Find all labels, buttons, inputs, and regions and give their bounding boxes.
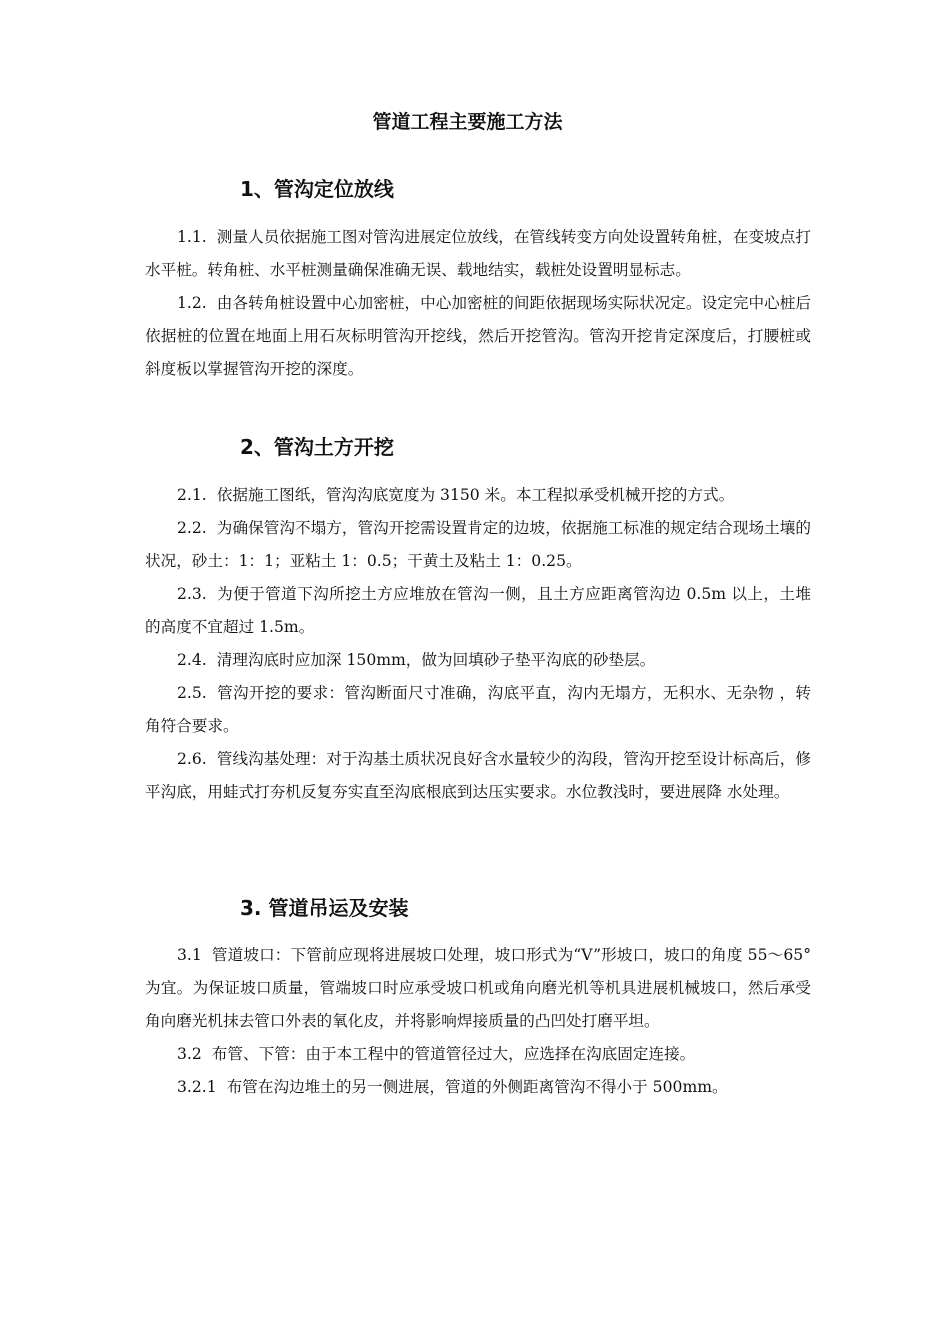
paragraph <box>145 479 811 512</box>
paragraph-text: 清理沟底时应加深 150mm，做为回填砂子垫平沟底的砂垫层。 <box>216 651 656 669</box>
paragraph-text: 由各转角桩设置中心加密桩，中心加密桩的间距依据现场实际状况定。设定完中心桩后依据桩的位置在地面上用石灰标明管沟开挖线，然后开挖管沟。管沟开挖肯定深度后，打腰桩或斜度板以掌握管沟开挖的深度。 <box>145 294 811 378</box>
paragraph-number: 2.6. <box>177 750 207 768</box>
paragraph-number: 3.2.1 <box>177 1078 217 1096</box>
paragraph <box>145 221 811 287</box>
document-title: 管道工程主要施工方法 <box>372 111 563 133</box>
paragraph <box>145 743 811 809</box>
paragraph <box>145 578 811 644</box>
paragraph-number: 2.4. <box>177 651 207 669</box>
paragraph-text: 布管、下管：由于本工程中的管道管径过大，应选择在沟底固定连接。 <box>211 1045 696 1063</box>
paragraph-number: 3.2 <box>177 1045 202 1063</box>
paragraph-text: 为便于管道下沟所挖土方应堆放在管沟一侧，且土方应距离管沟边 0.5m 以上，土堆的高度不宜超过 1.5m。 <box>145 585 811 636</box>
section-heading-2: 2、管沟土方开挖 <box>240 435 394 459</box>
paragraph-number: 2.1. <box>177 486 207 504</box>
section-1-body <box>145 221 811 386</box>
paragraph-text: 依据施工图纸，管沟沟底宽度为 3150 米。本工程拟承受机械开挖的方式。 <box>216 486 735 504</box>
paragraph-text: 测量人员依据施工图对管沟进展定位放线，在管线转变方向处设置转角桩，在变坡点打水平桩。转角桩、水平桩测量确保准确无误、载地结实，载桩处设置明显标志。 <box>145 228 811 279</box>
paragraph <box>145 512 811 578</box>
paragraph-number: 3.1 <box>177 946 202 964</box>
paragraph <box>145 644 811 677</box>
paragraph <box>145 677 811 743</box>
paragraph-text: 管沟开挖的要求：管沟断面尺寸准确，沟底平直，沟内无塌方，无积水、无杂物 ，转角符合要求。 <box>145 684 811 735</box>
section-2-body <box>145 479 811 809</box>
paragraph <box>145 287 811 386</box>
paragraph-number: 1.1. <box>177 228 207 246</box>
paragraph <box>145 939 811 1038</box>
paragraph-number: 1.2. <box>177 294 207 312</box>
paragraph-text: 为确保管沟不塌方，管沟开挖需设置肯定的边坡，依据施工标准的规定结合现场土壤的状况，砂土：1：1；亚粘土 1：0.5；干黄土及粘土 1：0.25。 <box>145 519 811 570</box>
section-3-body <box>145 939 811 1104</box>
section-heading-1: 1、管沟定位放线 <box>240 177 394 201</box>
paragraph-text: 管道坡口：下管前应现将进展坡口处理，坡口形式为“V”形坡口，坡口的角度 55～65°为宜。为保证坡口质量，管端坡口时应承受坡口机或角向磨光机等机具进展机械坡口，然后承受角向磨光机抹去管口外表的氧化皮，并将影响焊接质量的凸凹处打磨平坦。 <box>145 946 811 1030</box>
paragraph-number: 2.2. <box>177 519 207 537</box>
paragraph-number: 2.5. <box>177 684 207 702</box>
paragraph-number: 2.3. <box>177 585 207 603</box>
paragraph-text: 管线沟基处理：对于沟基土质状况良好含水量较少的沟段，管沟开挖至设计标高后，修平沟底，用蛙式打夯机反复夯实直至沟底根底到达压实要求。水位教浅时，要进展降 水处理。 <box>145 750 811 801</box>
section-heading-3: 3. 管道吊运及安装 <box>240 896 409 920</box>
paragraph <box>145 1071 811 1104</box>
paragraph-text: 布管在沟边堆土的另一侧进展，管道的外侧距离管沟不得小于 500mm。 <box>226 1078 728 1096</box>
paragraph <box>145 1038 811 1071</box>
